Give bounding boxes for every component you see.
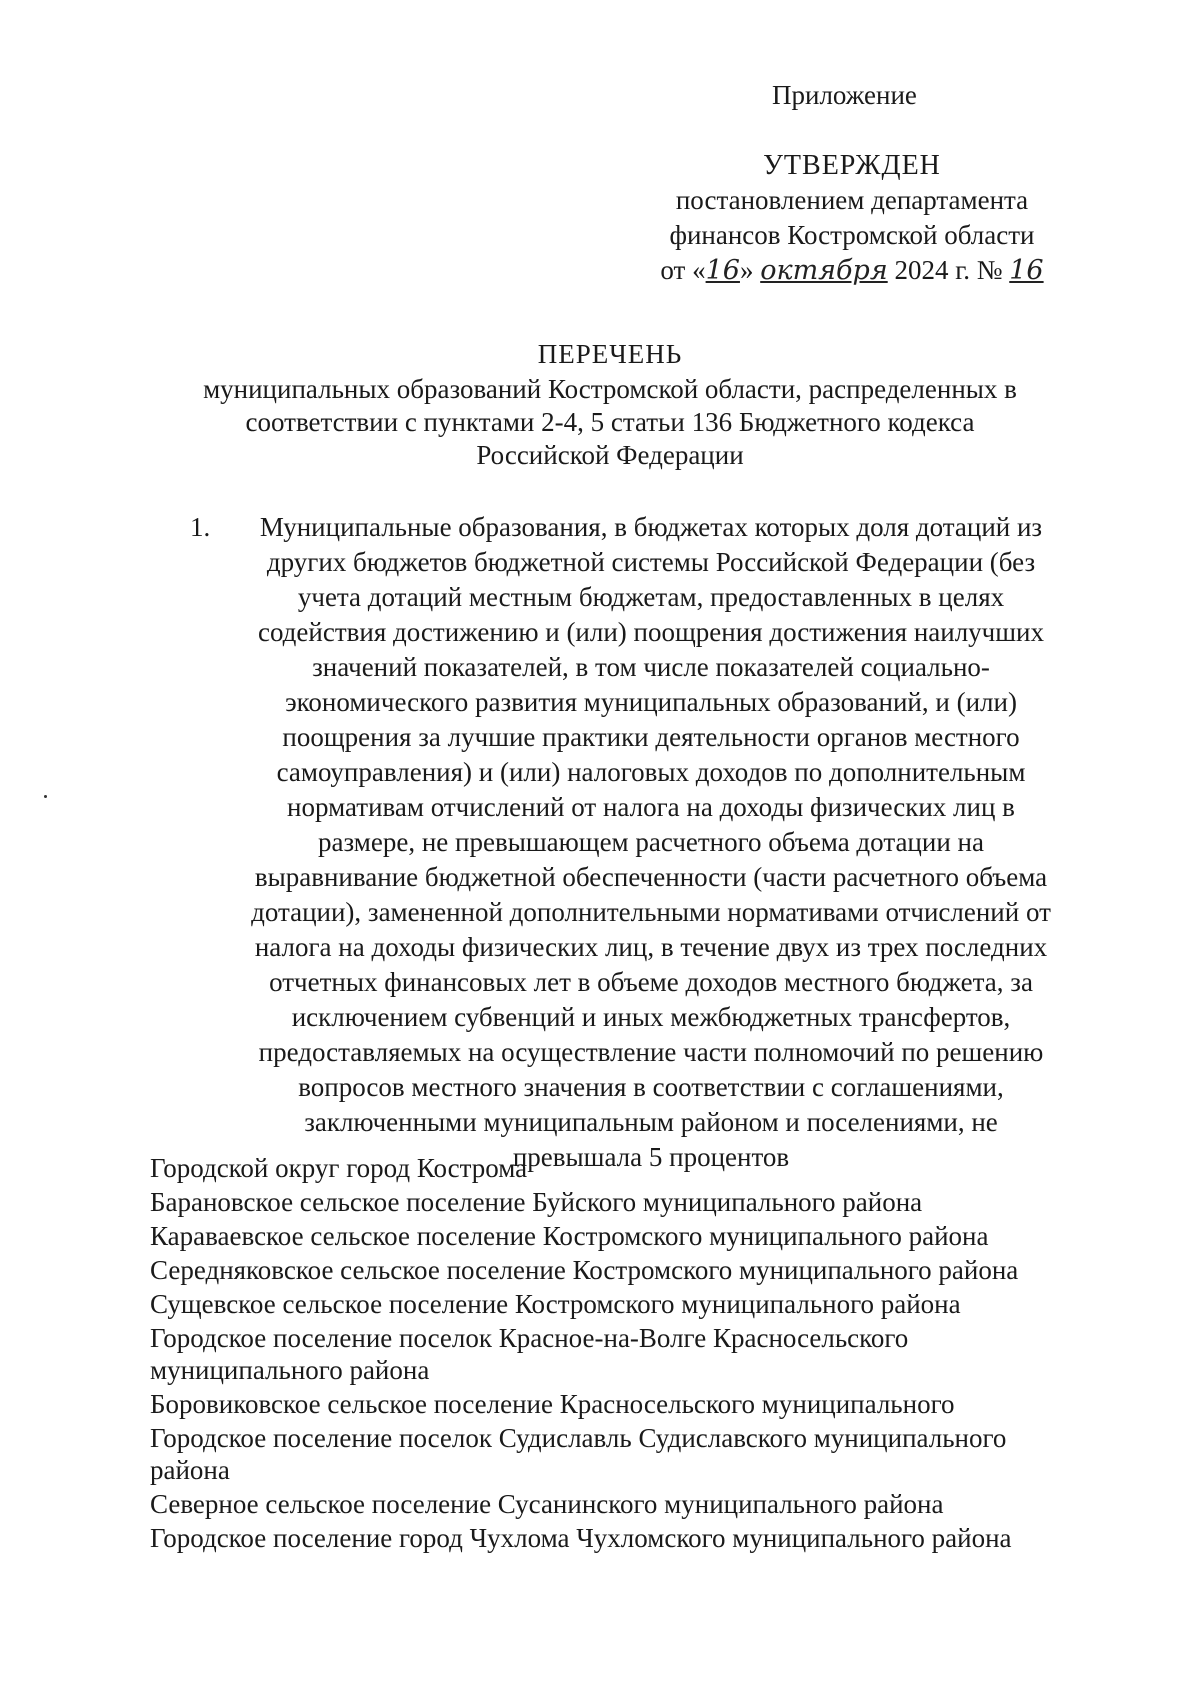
- list-item: Караваевское сельское поселение Костромского муниципального района: [150, 1221, 989, 1251]
- approved-by-line2: финансов Костромской области: [669, 220, 1035, 250]
- document-title: ПЕРЕЧЕНЬ: [537, 339, 683, 369]
- list-item: Сущевское сельское поселение Костромского муниципального района: [150, 1289, 961, 1319]
- list-item: Городское поселение поселок Судиславль Судиславского муниципального района: [150, 1423, 1007, 1485]
- section-line: заключенными муниципальным районом и поселениями, не: [304, 1107, 998, 1137]
- section-line: Муниципальные образования, в бюджетах которых доля дотаций из: [259, 512, 1043, 542]
- approval-date-line: [632, 253, 1072, 288]
- list-item: Городской округ город Кострома: [150, 1153, 528, 1183]
- date-year: 2024 г. №: [887, 255, 1010, 285]
- list-item: Северное сельское поселение Сусанинского муниципального района: [150, 1489, 944, 1519]
- list-item: Середняковское сельское поселение Костромского муниципального района: [150, 1255, 1019, 1285]
- section-number: 1.: [190, 512, 211, 542]
- section-line: учета дотаций местным бюджетам, предоставленных в целях: [297, 582, 1005, 612]
- list-item: Боровиковское сельское поселение Красносельского муниципального: [150, 1389, 955, 1419]
- approval-stamp: [632, 148, 1072, 288]
- date-day: 16: [705, 255, 740, 286]
- section-line: превышала 5 процентов: [512, 1142, 790, 1172]
- section-line: вопросов местного значения в соответствии с соглашениями,: [298, 1072, 1004, 1102]
- section-1-text: [232, 510, 1070, 1175]
- section-line: экономического развития муниципальных образований, и (или): [285, 687, 1017, 717]
- date-month: октября: [760, 255, 888, 286]
- section-line: самоуправления) и (или) налоговых доходов по дополнительным: [276, 757, 1026, 787]
- section-line: содействия достижению и (или) поощрения достижения наилучших: [257, 617, 1045, 647]
- section-line: дотации), замененной дополнительными нормативами отчислений от: [251, 897, 1051, 927]
- section-line: выравнивание бюджетной обеспеченности (части расчетного объема: [254, 862, 1048, 892]
- date-mid: »: [739, 255, 761, 285]
- section-line: значений показателей, в том числе показателей социально-: [312, 652, 990, 682]
- title-line2: соответствии с пунктами 2-4, 5 статьи 136 Бюджетного кодекса: [245, 407, 975, 437]
- scan-speck: [44, 795, 47, 798]
- municipality-list: [150, 1152, 1090, 1556]
- section-line: исключением субвенций и иных межбюджетных трансфертов,: [291, 1002, 1011, 1032]
- list-item: Городское поселение город Чухлома Чухломского муниципального района: [150, 1523, 1012, 1553]
- section-line: размере, не превышающем расчетного объема дотации на: [318, 827, 984, 857]
- list-item: Барановское сельское поселение Буйского муниципального района: [150, 1187, 923, 1217]
- section-line: поощрения за лучшие практики деятельности органов местного: [282, 722, 1020, 752]
- section-line: отчетных финансовых лет в объеме доходов местного бюджета, за: [269, 967, 1033, 997]
- document-title-block: [150, 338, 1070, 472]
- approved-by-line1: постановлением департамента: [675, 185, 1029, 215]
- approved-heading: УТВЕРЖДЕН: [763, 150, 941, 181]
- section-line: других бюджетов бюджетной системы Российской Федерации (без: [266, 547, 1036, 577]
- title-line3: Российской Федерации: [476, 440, 744, 470]
- doc-number: 16: [1009, 255, 1044, 286]
- section-line: предоставляемых на осуществление части полномочий по решению: [258, 1037, 1044, 1067]
- title-line1: муниципальных образований Костромской области, распределенных в: [203, 374, 1017, 404]
- section-line: нормативам отчислений от налога на доходы физических лиц в: [287, 792, 1015, 822]
- appendix-label: Приложение: [772, 80, 917, 110]
- section-line: налога на доходы физических лиц, в течение двух из трех последних: [254, 932, 1048, 962]
- list-item: Городское поселение поселок Красное-на-Волге Красносельского муниципального района: [150, 1323, 909, 1385]
- section-1: [190, 510, 1070, 1175]
- date-prefix: от «: [660, 255, 706, 285]
